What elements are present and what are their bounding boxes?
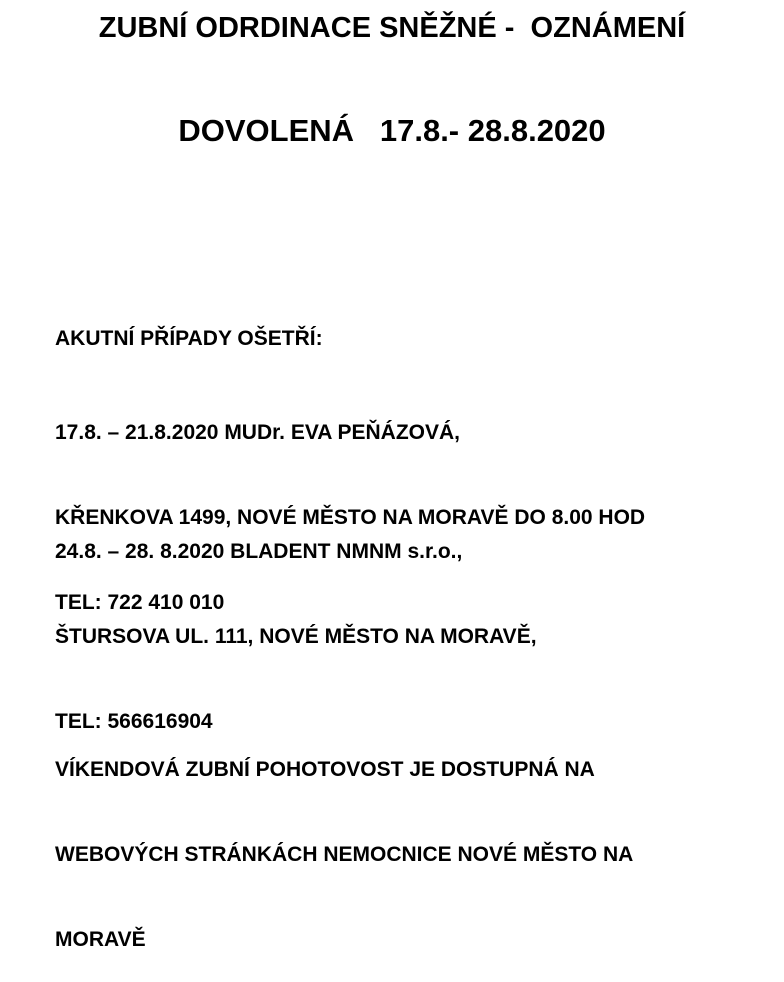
acute-cases-heading [55,272,323,381]
contact-first-address: KŘENKOVA 1499, NOVÉ MĚSTO NA MORAVĚ DO 8.00 HOD [55,506,646,529]
vacation-dates-heading: DOVOLENÁ 17.8.- 28.8.2020 [178,113,606,148]
acute-cases-label: AKUTNÍ PŘÍPADY OŠETŘÍ: [55,327,323,350]
weekend-notice-line-1: VÍKENDOVÁ ZUBNÍ POHOTOVOST JE DOSTUPNÁ NA [55,758,595,781]
contact-second-phone: TEL: 566616904 [55,710,213,733]
weekend-notice-line-3: MORAVĚ [55,928,146,951]
contact-first-dates-doctor: 17.8. – 21.8.2020 MUDr. EVA PEŇÁZOVÁ, [55,421,461,444]
weekend-notice-line-2: WEBOVÝCH STRÁNKÁCH NEMOCNICE NOVÉ MĚSTO NA [55,843,634,866]
page-title: ZUBNÍ ODRDINACE SNĚŽNÉ - OZNÁMENÍ [98,12,686,44]
contact-first-phone: TEL: 722 410 010 [55,591,225,614]
contact-second-address: ŠTURSOVA UL. 111, NOVÉ MĚSTO NA MORAVĚ, [55,625,537,648]
weekend-emergency-notice [55,703,633,982]
contact-second-dates-clinic: 24.8. – 28. 8.2020 BLADENT NMNM s.r.o., [55,540,463,563]
